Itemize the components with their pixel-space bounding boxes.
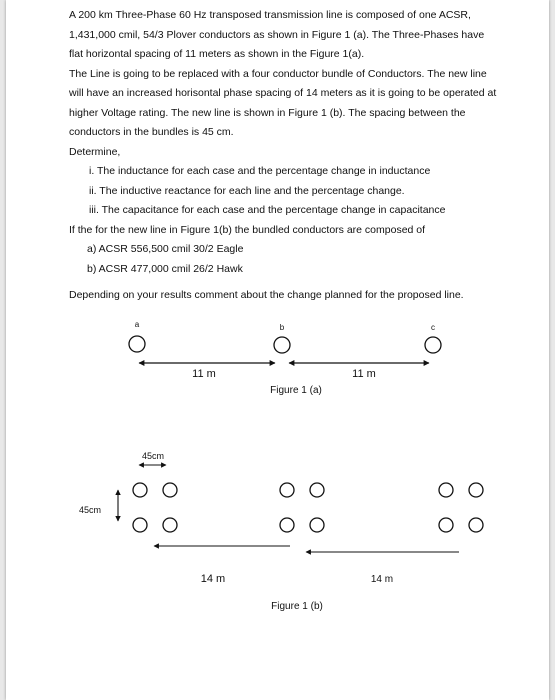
- closing-text: Depending on your results comment about the change planned for the proposed line.: [69, 289, 464, 301]
- figure-1a-caption: Figure 1 (a): [270, 385, 322, 396]
- item-ii: ii. The inductive reactance for each line and the percentage change.: [89, 184, 405, 197]
- bundle-a-conductor: [133, 483, 147, 497]
- condition-text: If the for the new line in Figure 1(b) the bundled conductors are composed of: [69, 223, 426, 236]
- item-i: i. The inductance for each case and the percentage change in inductance: [89, 165, 431, 177]
- figure-1b: [79, 451, 483, 612]
- bundle-c-conductor: [439, 483, 453, 497]
- document-page: [6, 0, 549, 700]
- bundle-a: [133, 483, 177, 532]
- bundle-c-conductor: [439, 518, 453, 532]
- phase-b-label: b: [279, 323, 285, 332]
- option-a: a) ACSR 556,500 cmil 30/2 Eagle: [87, 243, 244, 255]
- bundle-spacing-vertical-label: 45cm: [78, 505, 102, 515]
- spacing-label-ab: 11 m: [192, 368, 216, 380]
- bundle-a-conductor: [163, 518, 177, 532]
- bundle-b-conductor: [280, 518, 294, 532]
- phase-c-label: c: [431, 323, 435, 332]
- bundle-a-conductor: [133, 518, 147, 532]
- option-b: b) ACSR 477,000 cmil 26/2 Hawk: [87, 262, 243, 275]
- bundle-b-conductor: [280, 483, 294, 497]
- bundle-c-conductor: [469, 518, 483, 532]
- spacing-label-bc: 11 m: [352, 368, 376, 380]
- phase-spacing-label-right: 14 m: [370, 574, 394, 585]
- item-iii: iii. The capacitance for each case and the percentage change in capacitance: [89, 204, 446, 216]
- conductor-c: [425, 337, 441, 353]
- phase-a-label: a: [134, 320, 140, 329]
- paragraph-1: A 200 km Three-Phase 60 Hz transposed transmission line is composed of one ACSR, 1,431,000 cmil, 54/3 Plover conductors as shown in Figure 1 (a). The Three-Phases have flat horizontal spacing of 11 meters as shown in the Figure 1(a).: [69, 9, 485, 60]
- bundle-spacing-horizontal-label: 45cm: [141, 451, 165, 461]
- paragraph-2: The Line is going to be replaced with a four conductor bundle of Conductors. The new line will have an increased horisontal phase spacing of 14 meters as it is going to be operated at higher Voltage rating. The new line is shown in Figure 1 (b). The spacing between the conductors in the bundles is 45 cm.: [69, 67, 497, 138]
- phase-spacing-label-left: 14 m: [200, 573, 226, 585]
- bundle-c: [439, 483, 483, 532]
- figure-1a: [129, 320, 441, 396]
- figures-svg: [6, 0, 549, 700]
- conductor-b: [274, 337, 290, 353]
- figure-1b-caption: Figure 1 (b): [271, 601, 323, 612]
- bundle-b-conductor: [310, 518, 324, 532]
- bundle-b-conductor: [310, 483, 324, 497]
- bundle-b: [280, 483, 324, 532]
- conductor-a: [129, 336, 145, 352]
- determine-label: Determine,: [69, 145, 121, 158]
- bundle-c-conductor: [469, 483, 483, 497]
- bundle-a-conductor: [163, 483, 177, 497]
